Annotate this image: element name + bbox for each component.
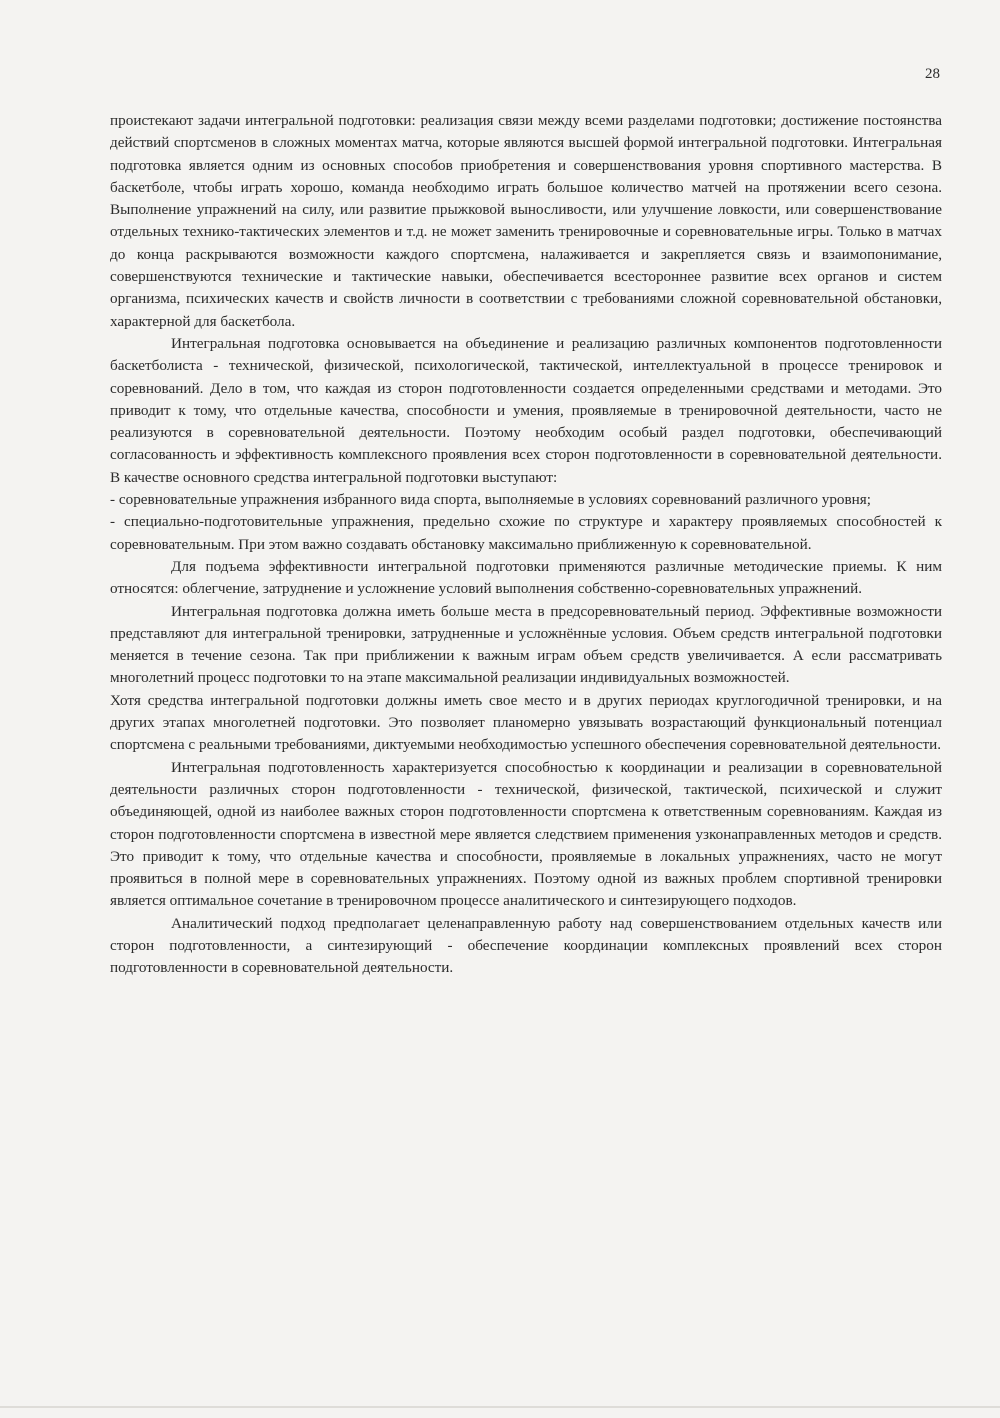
paragraph: Интегральная подготовленность характеризуется способностью к координации и реализации в соревновательной деятельности различных сторон подготовленности - технической, физической, тактической, психической и служит объединяющей, одной из наиболее важных сторон подготовленности спортсмена к ответственным соревнованиям. Каждая из сторон подготовленности спортсмена в известной мере является следствием применения узконаправленных методов и средств. Это приводит к тому, что отдельные качества и способности, проявляемые в локальных упражнениях, часто не могут проявиться в полной мере в соревновательных упражнениях. Поэтому одной из важных проблем спортивной тренировки является оптимальное сочетание в тренировочном процессе аналитического и синтезирующего подходов. <box>110 758 942 910</box>
paragraph: Хотя средства интегральной подготовки должны иметь свое место и в других периодах круглогодичной тренировки, и на других этапах многолетней подготовки. Это позволяет планомерно увязывать возрастающий функциональный потенциал спортсмена с реальными требованиями, диктуемыми необходимостью успешного обеспечения соревновательной деятельности. <box>110 691 942 754</box>
paragraph: проистекают задачи интегральной подготовки: реализация связи между всеми разделами подготовки; достижение постоянства действий спортсменов в сложных моментах матча, которые являются высшей формой интегральной подготовки. Интегральная подготовка является одним из основных способов приобретения и совершенствования уровня спортивного мастерства. В баскетболе, чтобы играть хорошо, команда необходимо играть большое количество матчей на протяжении всего сезона. Выполнение упражнений на силу, или развитие прыжковой выносливости, или улучшение ловкости, или совершенствование отдельных технико-тактических элементов и т.д. не может заменить тренировочные и соревновательные игры. Только в матчах до конца раскрываются возможности каждого спортсмена, налаживается и закрепляется связь и взаимопонимание, совершенствуются технические и тактические навыки, обеспечивается всестороннее развитие всех органов и систем организма, психических качеств и свойств личности в соответствии с требованиями сложной соревновательной обстановки, характерной для баскетбола. <box>110 112 942 330</box>
list-item: - соревновательные упражнения избранного вида спорта, выполняемые в условиях соревнований различного уровня; <box>110 491 872 509</box>
document-body <box>110 110 942 980</box>
paragraph: Интегральная подготовка должна иметь больше места в предсоревновательный период. Эффективные возможности представляют для интегральной тренировки, затрудненные и усложнённые условия. Объем средств интегральной подготовки меняется в течение сезона. Так при приближении к важным играм объем средств увеличивается. А если рассматривать многолетний процесс подготовки то на этапе максимальной реализации индивидуальных возможностей. <box>110 602 942 687</box>
page-number: 28 <box>925 66 940 82</box>
paragraph: Аналитический подход предполагает целенаправленную работу над совершенствованием отдельных качеств или сторон подготовленности, а синтезирующий - обеспечение координации комплексных проявлений всех сторон подготовленности в соревновательной деятельности. <box>110 914 942 977</box>
paragraph: Для подъема эффективности интегральной подготовки применяются различные методические приемы. К ним относятся: облегчение, затруднение и усложнение условий выполнения собственно-соревновательных упражнений. <box>110 557 942 598</box>
list-item: - специально-подготовительные упражнения, предельно схожие по структуре и характеру проявляемых способностей к соревновательным. При этом важно создавать обстановку максимально приближенную к соревновательной. <box>110 513 942 553</box>
scan-edge-line <box>0 1406 1000 1408</box>
paragraph: Интегральная подготовка основывается на объединение и реализацию различных компонентов подготовленности баскетболиста - технической, физической, психологической, тактической, интеллектуальной в процессе тренировок и соревнований. Дело в том, что каждая из сторон подготовленности создается определенными средствами и методами. Это приводит к тому, что отдельные качества, способности и умения, проявляемые в тренировочной деятельности, часто не реализуются в соревновательной деятельности. Поэтому необходим особый раздел подготовки, обеспечивающий согласованность и эффективность комплексного проявления всех сторон подготовленности в соревновательной деятельности. В качестве основного средства интегральной подготовки выступают: <box>110 334 942 486</box>
